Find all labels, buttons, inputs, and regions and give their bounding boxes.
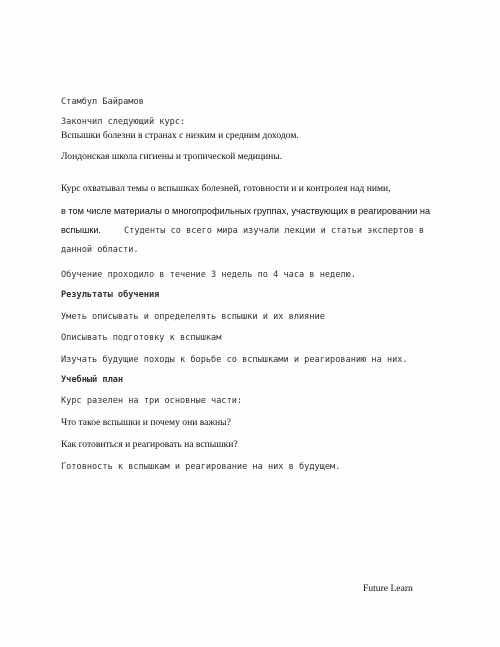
description-line-2: в том числе материалы о многопрофильных группах, участвующих в реагировании на bbox=[61, 206, 431, 216]
description-line-4: данной области. bbox=[61, 245, 139, 255]
course-title: Вспышки болезни в странах с низким и средним доходом. bbox=[61, 130, 299, 141]
description-line-1: Курс охватывал темы о вспышках болезней, готовности и и контролея над ними, bbox=[61, 183, 391, 194]
footer-label: Future Learn bbox=[363, 583, 413, 594]
plan-intro: Курс разелен на три основные части: bbox=[61, 396, 243, 406]
institution: Лондонская школа гигиены и тропической медицины. bbox=[61, 151, 283, 162]
result-item-1: Уметь описывать и определелять вспышки и их влияние bbox=[61, 312, 325, 322]
student-name: Стамбул Байрамов bbox=[61, 97, 144, 107]
plan-part-2: Как готовиться и реагировать на вспышки? bbox=[61, 439, 238, 450]
description-line-3b: Студенты со всего мира изучали лекции и статьи экспертов в bbox=[124, 226, 425, 236]
result-item-2: Описывать подготовку к вспышкам bbox=[61, 333, 222, 343]
plan-heading: Учебный план bbox=[61, 375, 124, 385]
plan-part-3: Готовность к вспышкам и реагирование на них в будущем. bbox=[61, 462, 341, 472]
duration: Обучение проходило в течение 3 недель по 4 часа в неделю. bbox=[61, 270, 356, 280]
results-heading: Результаты обучения bbox=[61, 290, 160, 300]
plan-part-1: Что такое вспышки и почему они важны? bbox=[61, 417, 231, 428]
description-line-3a: вспышки. bbox=[61, 225, 102, 235]
result-item-3: Изучать будущие походы к борьбе со вспышками и реагированию на них. bbox=[61, 355, 408, 365]
completed-label: Закончил следующий курс: bbox=[61, 117, 186, 127]
